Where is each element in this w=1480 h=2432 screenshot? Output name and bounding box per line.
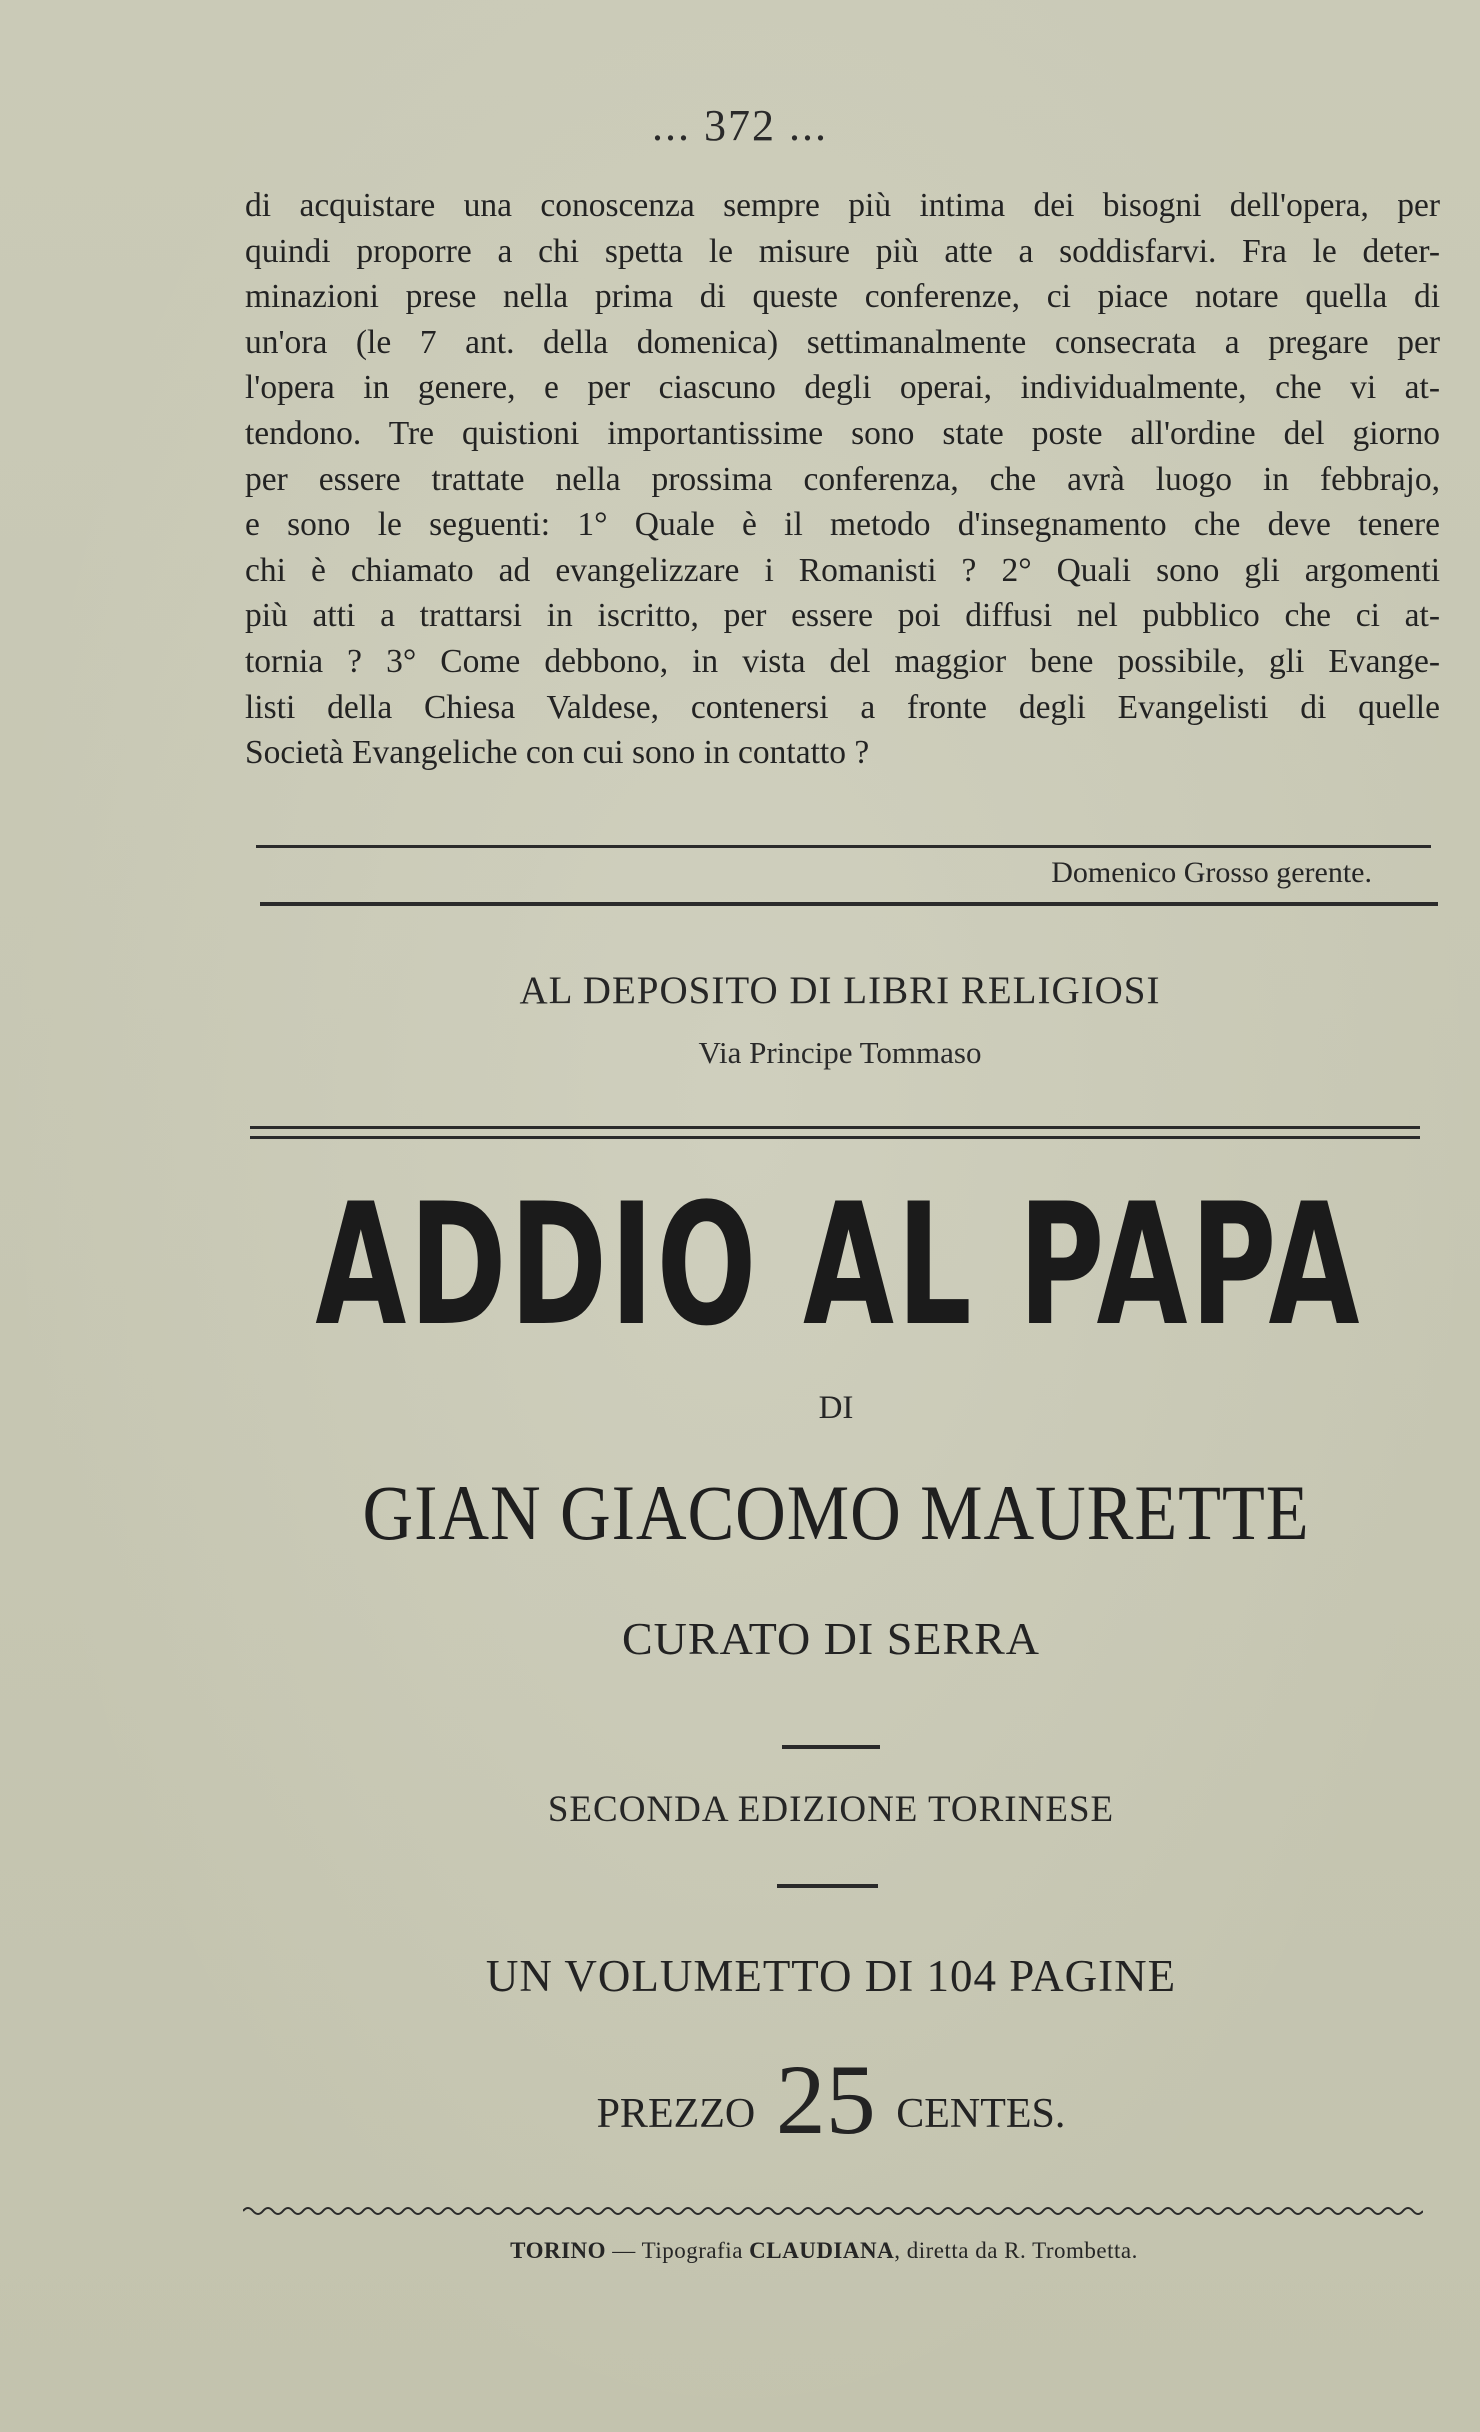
article-line: l'opera in genere, e per ciascuno degli operai, individualmente, che vi at- xyxy=(245,369,1440,407)
article-line: quindi proporre a chi spetta le misure più atte a soddisfarvi. Fra le deter- xyxy=(245,232,1440,270)
price-line xyxy=(0,2044,1480,2155)
article-line: un'ora (le 7 ant. della domenica) settimanalmente consecrata a pregare per xyxy=(245,323,1440,361)
article-line: tornia ? 3° Come debbono, in vista del maggior bene possibile, gli Evange- xyxy=(245,642,1440,680)
imprint-suffix: , diretta da R. Trombetta. xyxy=(894,2238,1138,2263)
article-line: Società Evangeliche con cui sono in contatto ? xyxy=(245,734,870,772)
short-rule-1 xyxy=(782,1745,880,1749)
article-line: più atti a trattarsi in iscritto, per essere poi diffusi nel pubblico che ci at- xyxy=(245,597,1440,635)
author-name: GIAN GIACOMO MAURETTE xyxy=(362,1469,1310,1556)
article-line: minazioni prese nella prima di queste conferenze, ci piace notare quella di xyxy=(245,278,1440,316)
imprint-city: TORINO xyxy=(510,2238,607,2263)
volume-description: UN VOLUMETTO DI 104 PAGINE xyxy=(485,1951,1177,2001)
double-rule-bottom xyxy=(250,1136,1420,1139)
article-line: listi della Chiesa Valdese, contenersi a fronte degli Evangelisti di quelle xyxy=(245,688,1440,726)
article-line: per essere trattate nella prossima conferenza, che avrà luogo in febbrajo, xyxy=(245,460,1440,498)
edition: SECONDA EDIZIONE TORINESE xyxy=(547,1789,1115,1830)
page-number: ... 372 ... xyxy=(652,101,828,150)
book-title: ADDIO AL PAPA xyxy=(315,1167,1363,1363)
author-role: CURATO DI SERRA xyxy=(622,1613,1040,1664)
imprint xyxy=(0,2238,1480,2264)
by-label: DI xyxy=(818,1390,854,1426)
depot-heading: AL DEPOSITO DI LIBRI RELIGIOSI xyxy=(519,969,1161,1012)
imprint-printer: CLAUDIANA xyxy=(749,2238,895,2263)
wavy-divider xyxy=(243,2204,1423,2218)
article-line: tendono. Tre quistioni importantissime sono state poste all'ordine del giorno xyxy=(245,414,1440,452)
article-line: e sono le seguenti: 1° Quale è il metodo d'insegnamento che deve tenere xyxy=(245,506,1440,544)
article-line: chi è chiamato ad evangelizzare i Romanisti ? 2° Quali sono gli argomenti xyxy=(245,551,1440,589)
article-line: di acquistare una conoscenza sempre più intima dei bisogni dell'opera, per xyxy=(245,187,1440,224)
double-rule-top xyxy=(250,1126,1420,1129)
rule-above-signature xyxy=(256,845,1431,848)
price-label: PREZZO xyxy=(596,2091,756,2137)
imprint-separator: — xyxy=(612,2238,636,2263)
imprint-prefix: Tipografia xyxy=(641,2238,743,2263)
signature: Domenico Grosso gerente. xyxy=(1051,856,1372,889)
price-value: 25 xyxy=(775,2044,876,2155)
depot-address: Via Principe Tommaso xyxy=(698,1035,982,1070)
short-rule-2 xyxy=(777,1884,878,1888)
rule-below-signature xyxy=(260,902,1438,906)
price-unit: CENTES. xyxy=(896,2091,1066,2137)
article-text xyxy=(245,183,1440,776)
